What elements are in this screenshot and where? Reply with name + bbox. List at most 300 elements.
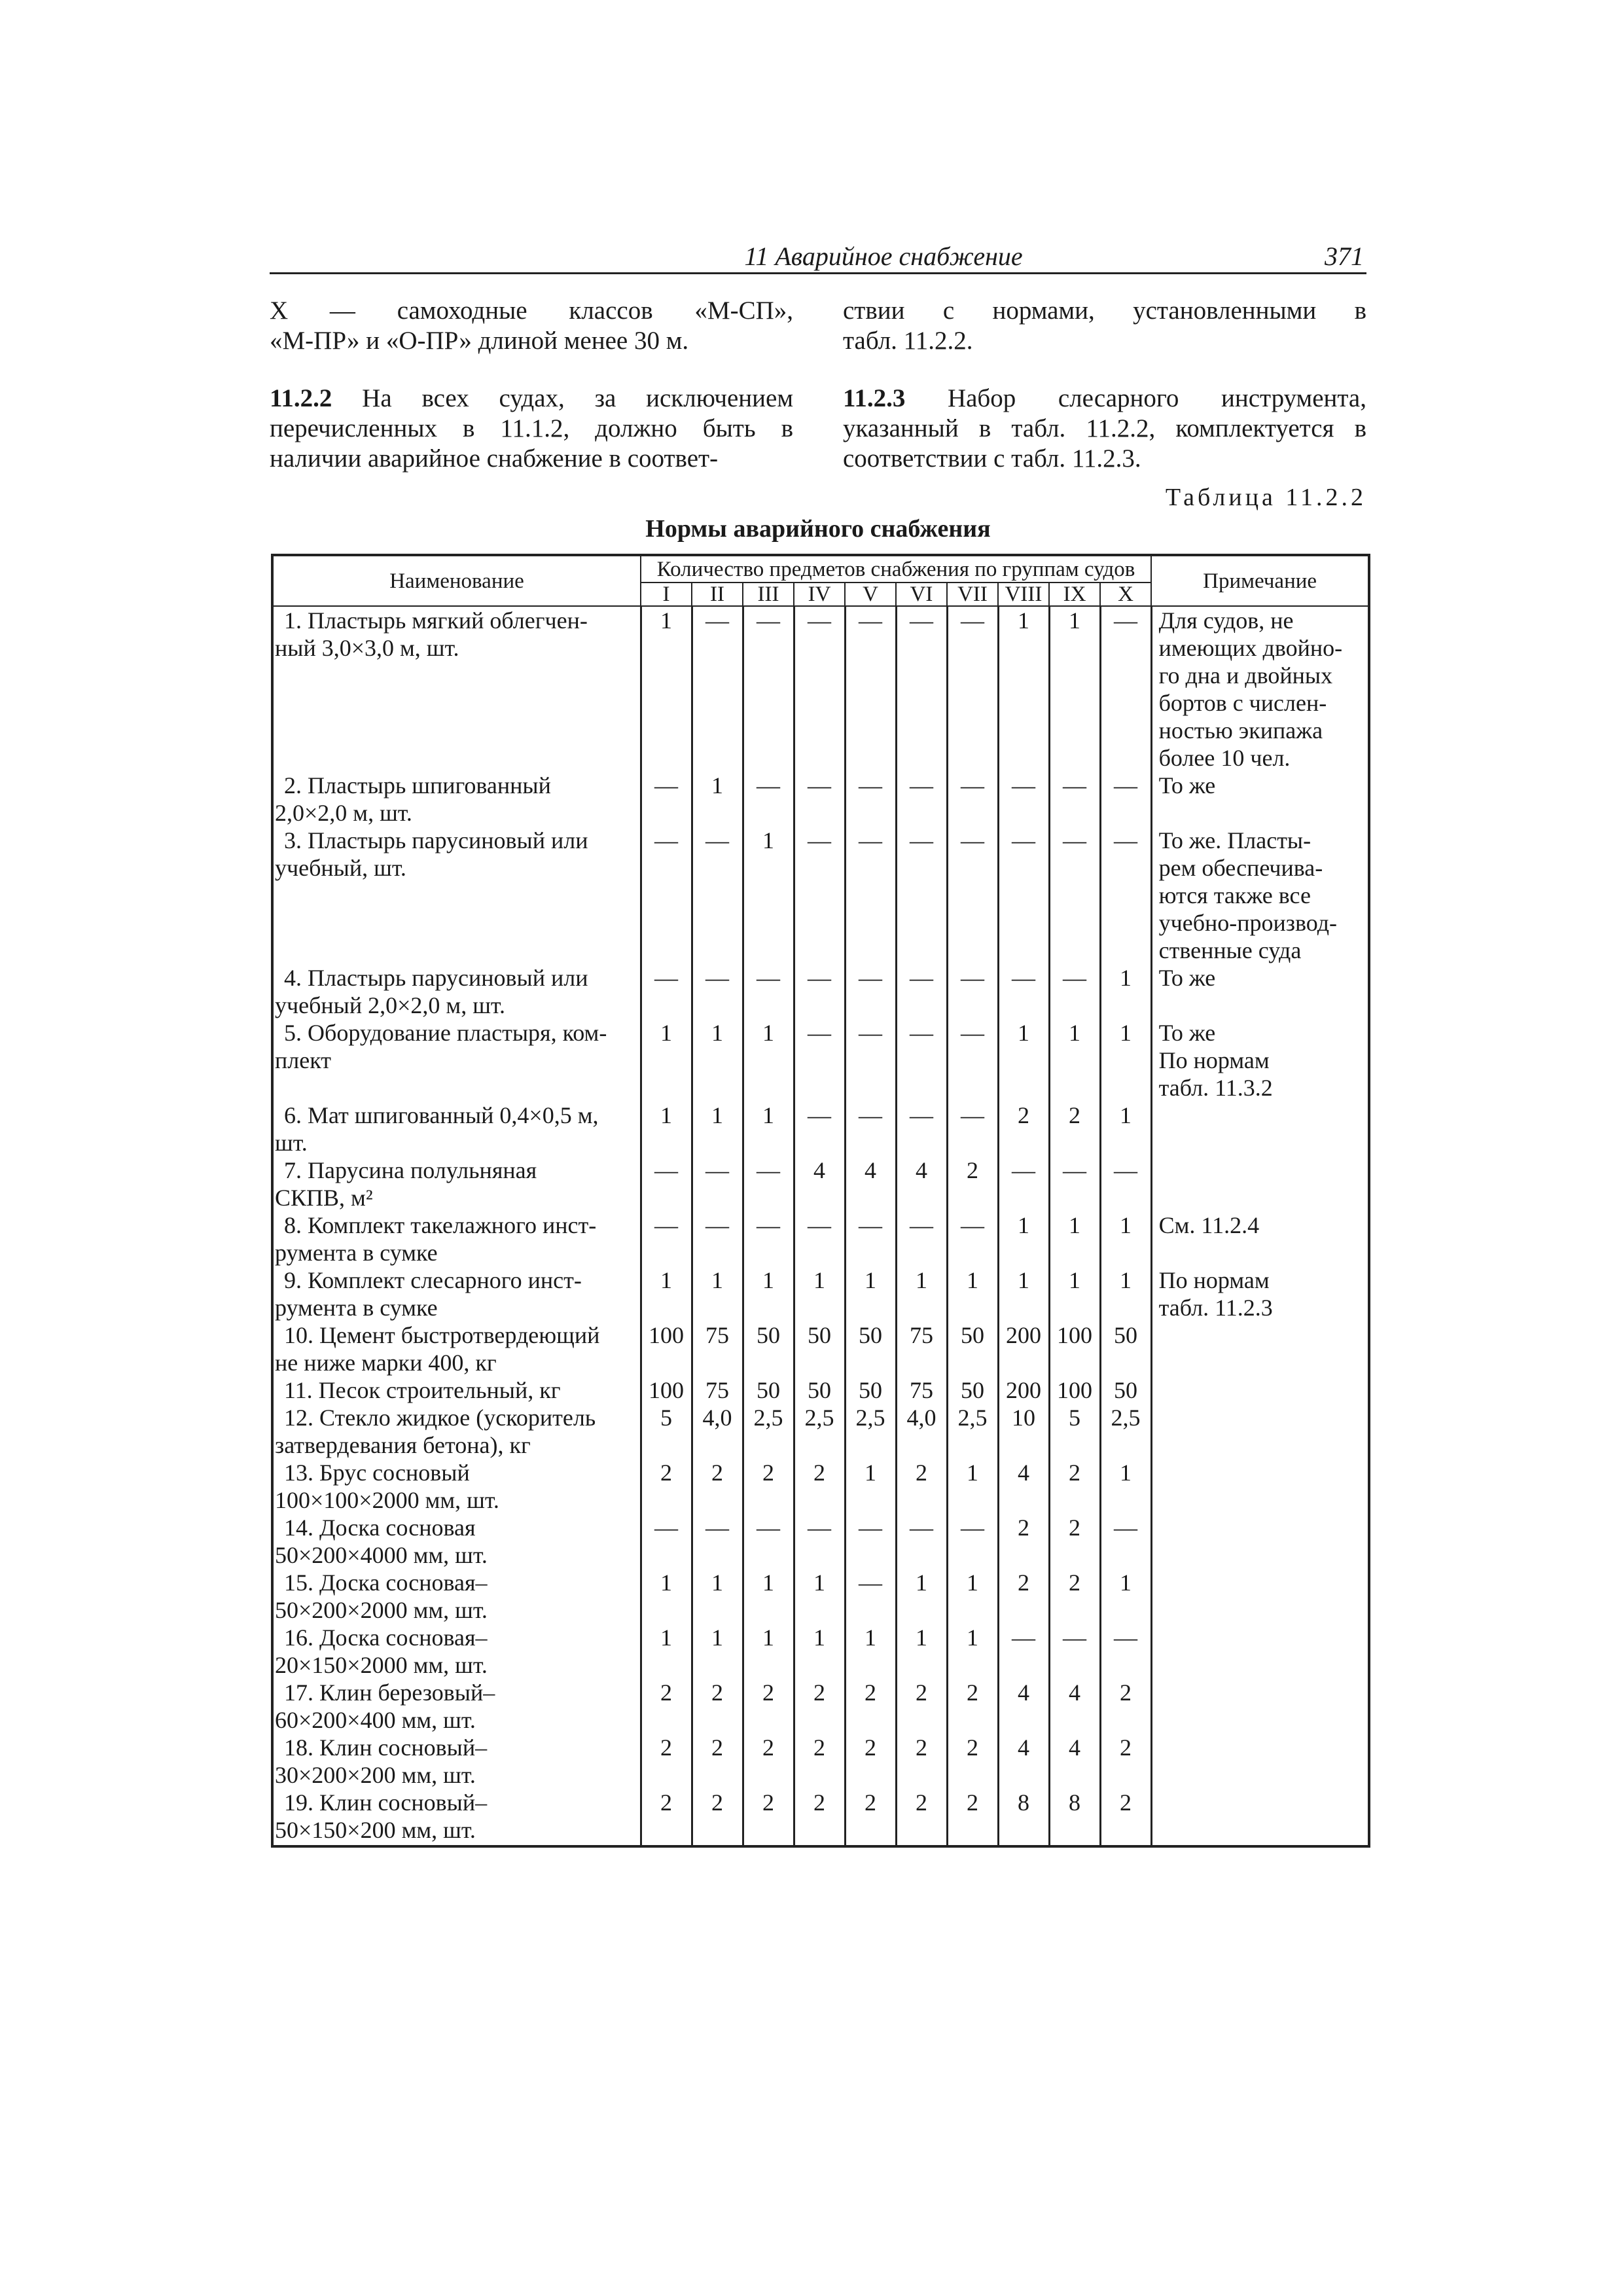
quantity-cell: 2: [1049, 1102, 1100, 1157]
page-number: 371: [1325, 242, 1364, 271]
quantity-cell: 4: [794, 1157, 845, 1211]
quantity-cell: —: [794, 1019, 845, 1102]
quantity-cell: 50: [947, 1376, 998, 1404]
quantity-cell: —: [896, 827, 947, 964]
quantity-cell: —: [896, 1019, 947, 1102]
item-name: [272, 1514, 641, 1569]
quantity-cell: —: [845, 1102, 896, 1157]
clause-number: 11.2.3: [843, 384, 906, 412]
quantity-cell: —: [845, 1514, 896, 1569]
note-text: То же По нормам табл. 11.3.2: [1158, 1020, 1273, 1101]
norms-table: [271, 554, 1370, 1848]
quantity-cell: —: [692, 606, 743, 772]
group-header: X: [1100, 583, 1151, 606]
item-name: [272, 1679, 641, 1734]
quantity-cell: 1: [1100, 964, 1151, 1019]
quantity-cell: 2: [1100, 1734, 1151, 1789]
quantity-cell: 1: [692, 1102, 743, 1157]
table-row: [272, 772, 1369, 827]
quantity-cell: 1: [641, 1569, 692, 1624]
note-cell: [1151, 1102, 1369, 1157]
quantity-cell: 4,0: [692, 1404, 743, 1459]
table-row: [272, 964, 1369, 1019]
quantity-cell: 75: [896, 1321, 947, 1376]
quantity-cell: —: [998, 1157, 1049, 1211]
quantity-cell: 1: [896, 1569, 947, 1624]
note-text: То же: [1158, 965, 1216, 991]
quantity-cell: 1: [692, 1019, 743, 1102]
quantity-cell: —: [947, 1102, 998, 1157]
item-name-text: 14. Доска сосновая 50×200×4000 мм, шт.: [275, 1515, 488, 1568]
quantity-cell: 2: [692, 1734, 743, 1789]
note-cell: [1151, 1734, 1369, 1789]
quantity-cell: 1: [794, 1266, 845, 1321]
table-row: [272, 1789, 1369, 1846]
quantity-cell: 1: [1100, 1266, 1151, 1321]
item-name-text: 9. Комплект слесарного инст- румента в сумке: [275, 1267, 582, 1321]
quantity-cell: 2: [641, 1789, 692, 1846]
table-row: [272, 1734, 1369, 1789]
item-name-text: 17. Клин березовый– 60×200×400 мм, шт.: [275, 1679, 495, 1733]
table-title: Нормы аварийного снабжения: [645, 515, 991, 543]
item-name: [272, 1734, 641, 1789]
item-name-text: 4. Пластырь парусиновый или учебный 2,0×2,0 м, шт.: [275, 965, 588, 1018]
quantity-cell: —: [896, 964, 947, 1019]
table-row: [272, 1514, 1369, 1569]
group-header: IV: [794, 583, 845, 606]
quantity-cell: 4: [845, 1157, 896, 1211]
note-cell: [1151, 772, 1369, 827]
item-name-text: 19. Клин сосновый– 50×150×200 мм, шт.: [275, 1789, 488, 1843]
left-column: [270, 296, 793, 474]
quantity-cell: 2: [1049, 1514, 1100, 1569]
quantity-cell: 2: [896, 1459, 947, 1514]
quantity-cell: 1: [743, 1266, 794, 1321]
quantity-cell: 2: [998, 1514, 1049, 1569]
quantity-cell: 1: [641, 1102, 692, 1157]
quantity-cell: 75: [692, 1321, 743, 1376]
quantity-cell: 50: [1100, 1321, 1151, 1376]
quantity-cell: —: [947, 964, 998, 1019]
item-name: [272, 1266, 641, 1321]
item-name: [272, 1569, 641, 1624]
item-name-text: 13. Брус сосновый 100×100×2000 мм, шт.: [275, 1460, 499, 1513]
quantity-cell: —: [692, 1157, 743, 1211]
quantity-cell: 2: [794, 1789, 845, 1846]
item-name: [272, 1102, 641, 1157]
norms-body: [272, 606, 1369, 1846]
table-label: Таблица 11.2.2: [1165, 484, 1366, 511]
quantity-cell: —: [1100, 772, 1151, 827]
quantity-cell: 2: [641, 1679, 692, 1734]
table-row: [272, 1211, 1369, 1266]
quantity-cell: 1: [845, 1266, 896, 1321]
item-name-text: 5. Оборудование пластыря, ком- плект: [275, 1020, 607, 1073]
quantity-cell: —: [947, 1019, 998, 1102]
header-quantity: Количество предметов снабжения по группам судов: [641, 555, 1151, 583]
quantity-cell: 2: [692, 1459, 743, 1514]
quantity-cell: 1: [845, 1624, 896, 1679]
quantity-cell: 8: [1049, 1789, 1100, 1846]
note-text: По нормам табл. 11.2.3: [1158, 1267, 1273, 1321]
note-cell: [1151, 1514, 1369, 1569]
quantity-cell: —: [794, 1514, 845, 1569]
quantity-cell: —: [998, 772, 1049, 827]
note-text: Для судов, не имеющих двойно- го дна и двойных бортов с числен- ностью экипажа более 10 чел.: [1158, 607, 1343, 771]
note-cell: [1151, 1266, 1369, 1321]
table-row: [272, 827, 1369, 964]
quantity-cell: 1: [947, 1266, 998, 1321]
quantity-cell: 75: [692, 1376, 743, 1404]
note-cell: [1151, 1459, 1369, 1514]
quantity-cell: 1: [692, 1266, 743, 1321]
quantity-cell: 200: [998, 1376, 1049, 1404]
quantity-cell: —: [743, 606, 794, 772]
quantity-cell: —: [641, 772, 692, 827]
quantity-cell: 1: [896, 1266, 947, 1321]
header-name: Наименование: [272, 555, 641, 606]
table-row: [272, 1019, 1369, 1102]
quantity-cell: 1: [1049, 1211, 1100, 1266]
quantity-cell: —: [947, 772, 998, 827]
note-cell: [1151, 1404, 1369, 1459]
quantity-cell: 4: [896, 1157, 947, 1211]
quantity-cell: 2: [998, 1102, 1049, 1157]
quantity-cell: —: [845, 606, 896, 772]
note-cell: [1151, 1624, 1369, 1679]
quantity-cell: 2: [743, 1789, 794, 1846]
quantity-cell: 50: [845, 1376, 896, 1404]
paragraph-x-line1: X — самоходные классов «М-СП»,: [270, 296, 793, 325]
quantity-cell: —: [947, 1211, 998, 1266]
quantity-cell: 4,0: [896, 1404, 947, 1459]
quantity-cell: —: [1049, 772, 1100, 827]
quantity-cell: 100: [1049, 1376, 1100, 1404]
note-cell: [1151, 1211, 1369, 1266]
quantity-cell: —: [794, 606, 845, 772]
quantity-cell: 1: [743, 827, 794, 964]
quantity-cell: —: [845, 772, 896, 827]
quantity-cell: 1: [1049, 1266, 1100, 1321]
quantity-cell: 50: [794, 1321, 845, 1376]
quantity-cell: —: [794, 772, 845, 827]
item-name-text: 12. Стекло жидкое (ускоритель затвердевания бетона), кг: [275, 1405, 596, 1458]
quantity-cell: 1: [1100, 1569, 1151, 1624]
clause-number: 11.2.2: [270, 384, 332, 412]
note-cell: [1151, 827, 1369, 964]
quantity-cell: 2: [947, 1679, 998, 1734]
quantity-cell: 50: [743, 1376, 794, 1404]
quantity-cell: —: [998, 1624, 1049, 1679]
page-header: [270, 240, 1366, 274]
quantity-cell: 1: [1100, 1459, 1151, 1514]
quantity-cell: —: [845, 1019, 896, 1102]
item-name: [272, 1376, 641, 1404]
quantity-cell: —: [794, 1102, 845, 1157]
paragraph-cont-line2: табл. 11.2.2.: [843, 327, 973, 355]
quantity-cell: 2: [896, 1734, 947, 1789]
quantity-cell: —: [947, 827, 998, 964]
quantity-cell: 4: [1049, 1679, 1100, 1734]
paragraph-11-2-3: [843, 384, 1366, 474]
item-name: [272, 1157, 641, 1211]
quantity-cell: 1: [947, 1624, 998, 1679]
quantity-cell: 2: [896, 1679, 947, 1734]
quantity-cell: —: [845, 1211, 896, 1266]
quantity-cell: 2: [641, 1734, 692, 1789]
quantity-cell: 1: [743, 1569, 794, 1624]
quantity-cell: —: [641, 1211, 692, 1266]
group-header: VIII: [998, 583, 1049, 606]
quantity-cell: 100: [1049, 1321, 1100, 1376]
quantity-cell: 1: [641, 1019, 692, 1102]
quantity-cell: 1: [641, 1266, 692, 1321]
item-name-text: 7. Парусина полульняная СКПВ, м²: [275, 1157, 537, 1211]
quantity-cell: 2: [1100, 1679, 1151, 1734]
quantity-cell: 2,5: [845, 1404, 896, 1459]
quantity-cell: —: [1100, 606, 1151, 772]
table-row: [272, 1404, 1369, 1459]
quantity-cell: 1: [692, 1624, 743, 1679]
quantity-cell: —: [641, 1514, 692, 1569]
paragraph-11-2-2: [270, 384, 793, 474]
quantity-cell: 1: [947, 1459, 998, 1514]
note-text: То же: [1158, 772, 1216, 798]
quantity-cell: 8: [998, 1789, 1049, 1846]
quantity-cell: —: [896, 1102, 947, 1157]
quantity-cell: 2,5: [1100, 1404, 1151, 1459]
quantity-cell: 50: [743, 1321, 794, 1376]
quantity-cell: 2: [845, 1734, 896, 1789]
quantity-cell: 2: [641, 1459, 692, 1514]
quantity-cell: —: [743, 772, 794, 827]
quantity-cell: —: [1100, 827, 1151, 964]
quantity-cell: —: [998, 964, 1049, 1019]
quantity-cell: 1: [998, 1019, 1049, 1102]
quantity-cell: —: [896, 606, 947, 772]
quantity-cell: 200: [998, 1321, 1049, 1376]
quantity-cell: 100: [641, 1376, 692, 1404]
item-name: [272, 1459, 641, 1514]
quantity-cell: 2: [743, 1459, 794, 1514]
quantity-cell: —: [794, 964, 845, 1019]
item-name-text: 3. Пластырь парусиновый или учебный, шт.: [275, 827, 588, 881]
quantity-cell: 1: [947, 1569, 998, 1624]
group-header: VII: [947, 583, 998, 606]
quantity-cell: —: [1100, 1624, 1151, 1679]
quantity-cell: —: [998, 827, 1049, 964]
quantity-cell: 1: [896, 1624, 947, 1679]
item-name-text: 11. Песок строительный, кг: [284, 1377, 561, 1403]
quantity-cell: 2: [1049, 1569, 1100, 1624]
quantity-cell: 50: [1100, 1376, 1151, 1404]
quantity-cell: —: [896, 1514, 947, 1569]
quantity-cell: —: [743, 1211, 794, 1266]
quantity-cell: 2: [998, 1569, 1049, 1624]
table-row: [272, 1624, 1369, 1679]
paragraph-cont-line1: ствии с нормами, установленными в: [843, 296, 1366, 325]
quantity-cell: —: [896, 1211, 947, 1266]
quantity-cell: 50: [845, 1321, 896, 1376]
group-header: VI: [896, 583, 947, 606]
quantity-cell: 1: [743, 1019, 794, 1102]
quantity-cell: 50: [794, 1376, 845, 1404]
quantity-cell: 100: [641, 1321, 692, 1376]
quantity-cell: 2,5: [794, 1404, 845, 1459]
quantity-cell: 4: [998, 1734, 1049, 1789]
quantity-cell: 2: [692, 1789, 743, 1846]
table-row: [272, 606, 1369, 772]
quantity-cell: —: [692, 827, 743, 964]
item-name-text: 16. Доска сосновая– 20×150×2000 мм, шт.: [275, 1624, 488, 1678]
note-cell: [1151, 1789, 1369, 1846]
note-cell: [1151, 606, 1369, 772]
table-row: [272, 1102, 1369, 1157]
quantity-cell: —: [845, 964, 896, 1019]
quantity-cell: 4: [998, 1459, 1049, 1514]
item-name-text: 2. Пластырь шпигованный 2,0×2,0 м, шт.: [275, 772, 551, 826]
table-row: [272, 1321, 1369, 1376]
quantity-cell: 1: [998, 1211, 1049, 1266]
running-title: 11 Аварийное снабжение: [744, 242, 1023, 271]
quantity-cell: 1: [743, 1102, 794, 1157]
table-row: [272, 1157, 1369, 1211]
right-column: [843, 296, 1366, 474]
quantity-cell: —: [1049, 1157, 1100, 1211]
item-name: [272, 827, 641, 964]
item-name-text: 1. Пластырь мягкий облегчен- ный 3,0×3,0 м, шт.: [275, 607, 588, 661]
item-name: [272, 1019, 641, 1102]
note-cell: [1151, 1157, 1369, 1211]
note-cell: [1151, 1321, 1369, 1376]
note-cell: [1151, 1019, 1369, 1102]
quantity-cell: —: [692, 1514, 743, 1569]
quantity-cell: 1: [1049, 1019, 1100, 1102]
item-name: [272, 1624, 641, 1679]
quantity-cell: —: [743, 964, 794, 1019]
clause-text: Набор слесарного инструмента, указанный в табл. 11.2.2, комплектуется в соответствии с табл. 11.2.3.: [843, 384, 1366, 473]
item-name: [272, 1321, 641, 1376]
table-row: [272, 1376, 1369, 1404]
quantity-cell: —: [1100, 1514, 1151, 1569]
table-row: [272, 1679, 1369, 1734]
note-text: См. 11.2.4: [1158, 1212, 1260, 1238]
item-name-text: 8. Комплект такелажного инст- румента в сумке: [275, 1212, 597, 1266]
item-name: [272, 606, 641, 772]
quantity-cell: —: [641, 827, 692, 964]
paragraph-x-line2: «М-ПР» и «О-ПР» длиной менее 30 м.: [270, 327, 689, 355]
group-header: III: [743, 583, 794, 606]
group-header: IX: [1049, 583, 1100, 606]
item-name-text: 15. Доска сосновая– 50×200×2000 мм, шт.: [275, 1570, 488, 1623]
quantity-cell: 1: [1100, 1102, 1151, 1157]
quantity-cell: —: [794, 827, 845, 964]
quantity-cell: 1: [998, 606, 1049, 772]
group-header: V: [845, 583, 896, 606]
item-name: [272, 1789, 641, 1846]
quantity-cell: —: [1049, 964, 1100, 1019]
quantity-cell: —: [1100, 1157, 1151, 1211]
item-name: [272, 1404, 641, 1459]
quantity-cell: 2: [794, 1459, 845, 1514]
note-cell: [1151, 964, 1369, 1019]
quantity-cell: 1: [692, 1569, 743, 1624]
table-row: [272, 1266, 1369, 1321]
quantity-cell: 2: [743, 1679, 794, 1734]
quantity-cell: —: [743, 1157, 794, 1211]
quantity-cell: 1: [743, 1624, 794, 1679]
quantity-cell: 2: [794, 1679, 845, 1734]
group-header: II: [692, 583, 743, 606]
quantity-cell: 1: [641, 606, 692, 772]
quantity-cell: 10: [998, 1404, 1049, 1459]
quantity-cell: —: [794, 1211, 845, 1266]
quantity-cell: 1: [845, 1459, 896, 1514]
quantity-cell: 1: [794, 1624, 845, 1679]
item-name-text: 18. Клин сосновый– 30×200×200 мм, шт.: [275, 1734, 488, 1788]
quantity-cell: 50: [947, 1321, 998, 1376]
item-name: [272, 772, 641, 827]
quantity-cell: 2: [947, 1734, 998, 1789]
quantity-cell: 1: [641, 1624, 692, 1679]
quantity-cell: 1: [1100, 1211, 1151, 1266]
quantity-cell: 2: [845, 1789, 896, 1846]
table-row: [272, 1459, 1369, 1514]
quantity-cell: —: [692, 964, 743, 1019]
quantity-cell: 5: [641, 1404, 692, 1459]
quantity-cell: 1: [1049, 606, 1100, 772]
group-header: I: [641, 583, 692, 606]
quantity-cell: 4: [1049, 1734, 1100, 1789]
quantity-cell: —: [743, 1514, 794, 1569]
quantity-cell: 1: [1100, 1019, 1151, 1102]
quantity-cell: 2: [692, 1679, 743, 1734]
quantity-cell: —: [845, 1569, 896, 1624]
note-text: То же. Пласты- рем обеспечива- ются также все учебно-производ- ственные суда: [1158, 827, 1338, 963]
quantity-cell: 2: [947, 1789, 998, 1846]
quantity-cell: 2: [743, 1734, 794, 1789]
quantity-cell: 2: [794, 1734, 845, 1789]
note-cell: [1151, 1376, 1369, 1404]
quantity-cell: 1: [692, 772, 743, 827]
quantity-cell: —: [947, 1514, 998, 1569]
clause-text: На всех судах, за исключением перечисленных в 11.1.2, должно быть в наличии аварийное снабжение в соответ-: [270, 384, 793, 473]
quantity-cell: —: [1049, 1624, 1100, 1679]
quantity-cell: —: [641, 1157, 692, 1211]
item-name: [272, 1211, 641, 1266]
item-name-text: 10. Цемент быстротвердеющий не ниже марки 400, кг: [275, 1322, 600, 1376]
quantity-cell: 1: [794, 1569, 845, 1624]
quantity-cell: —: [1049, 827, 1100, 964]
quantity-cell: 2: [1049, 1459, 1100, 1514]
quantity-cell: 2: [845, 1679, 896, 1734]
quantity-cell: —: [641, 964, 692, 1019]
quantity-cell: —: [845, 827, 896, 964]
table-row: [272, 1569, 1369, 1624]
quantity-cell: 5: [1049, 1404, 1100, 1459]
quantity-cell: —: [692, 1211, 743, 1266]
note-cell: [1151, 1569, 1369, 1624]
quantity-cell: 2: [896, 1789, 947, 1846]
header-note: Примечание: [1151, 555, 1369, 606]
item-name: [272, 964, 641, 1019]
quantity-cell: 2,5: [947, 1404, 998, 1459]
item-name-text: 6. Мат шпигованный 0,4×0,5 м, шт.: [275, 1102, 599, 1156]
quantity-cell: —: [896, 772, 947, 827]
note-cell: [1151, 1679, 1369, 1734]
quantity-cell: 2: [947, 1157, 998, 1211]
quantity-cell: 2: [1100, 1789, 1151, 1846]
